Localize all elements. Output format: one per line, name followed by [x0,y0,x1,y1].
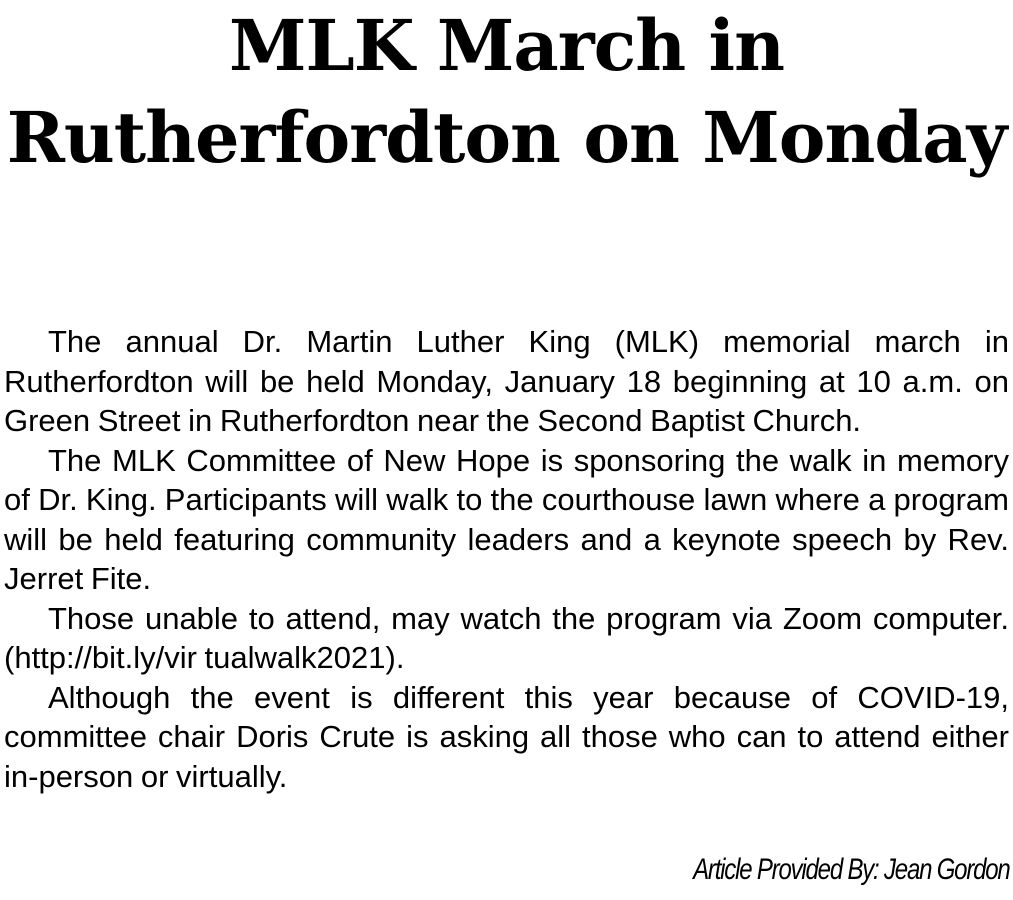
paragraph: Although the event is different this year because of COVID-19, committee chair Doris Crute is asking all those who can to attend either in-person or virtually. [4,679,1009,794]
byline: Article Provided By: Jean Gordon [693,853,1010,886]
paragraph: The MLK Committee of New Hope is sponsoring the walk in memory of Dr. King. Participants will walk to the courthouse lawn where a program will be held featuring community leaders and a keynote speech by Rev. Jerret Fite. [4,442,1009,596]
article-body [4,322,1009,796]
headline: MLK March in Rutherfordton on Monday [6,4,1007,179]
paragraph: Those unable to attend, may watch the program via Zoom computer. (http://bit.ly/vir tualwalk2021). [4,600,1009,675]
paragraph: The annual Dr. Martin Luther King (MLK) memorial march in Rutherfordton will be held Monday, January 18 beginning at 10 a.m. on Green Street in Rutherfordton near the Second Baptist Church. [4,324,1009,438]
